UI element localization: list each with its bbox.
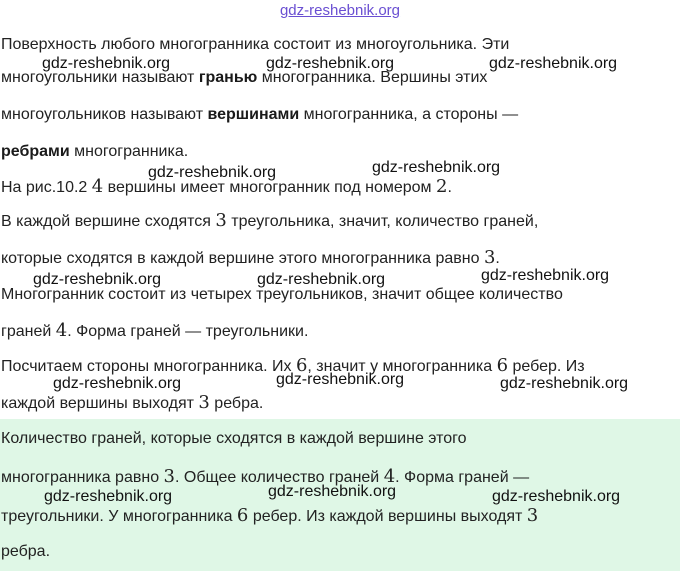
watermark: gdz-reshebnik.org xyxy=(492,488,621,505)
number: 3 xyxy=(198,392,210,413)
text: . Общее количество граней xyxy=(174,469,384,486)
term-face: гранью xyxy=(198,69,258,86)
text: треугольники. У многогранника xyxy=(1,508,237,525)
text: многогранника равно xyxy=(1,469,164,486)
number: 6 xyxy=(295,355,308,376)
watermark: gdz-reshebnik.org xyxy=(489,55,618,72)
answer-line-1: Количество граней, которые сходятся в каждой вершине этого xyxy=(1,430,467,447)
text: . Форма граней — треугольники. xyxy=(67,323,309,340)
p3-line-1 xyxy=(1,210,538,231)
number: 6 xyxy=(496,355,509,376)
answer-line-4: ребра. xyxy=(1,543,51,560)
watermark: gdz-reshebnik.org xyxy=(268,483,397,500)
text: . xyxy=(447,179,452,196)
term-edges: ребрами xyxy=(1,143,70,160)
site-header-link[interactable]: gdz-reshebnik.org xyxy=(279,2,401,19)
text: каждой вершины выходят xyxy=(1,395,199,412)
number: 6 xyxy=(236,505,249,526)
text: На рис.10.2 xyxy=(1,179,92,196)
text: многогранника. xyxy=(69,143,189,160)
text: вершины имеет многогранник под номером xyxy=(103,179,436,196)
text: которые сходятся в каждой вершине этого многогранника равно xyxy=(1,250,484,267)
p1-line-1: Поверхность любого многогранника состоит из многоугольника. Эти xyxy=(1,36,510,53)
watermark: gdz-reshebnik.org xyxy=(44,488,173,505)
watermark: gdz-reshebnik.org xyxy=(257,271,386,288)
text: ребер. Из каждой вершины выходят xyxy=(248,508,527,525)
number: 4 xyxy=(383,466,396,487)
watermark: gdz-reshebnik.org xyxy=(481,267,610,284)
p1-line-4 xyxy=(1,143,188,161)
text: треугольника, значит, количество граней, xyxy=(226,213,539,230)
text: В каждой вершине сходятся xyxy=(1,213,216,230)
text: многоугольников называют xyxy=(1,106,208,123)
text: . xyxy=(495,250,500,267)
text: ребер. Из xyxy=(508,358,585,375)
watermark: gdz-reshebnik.org xyxy=(148,164,277,181)
watermark: gdz-reshebnik.org xyxy=(33,271,162,288)
watermark: gdz-reshebnik.org xyxy=(276,371,405,388)
number: 3 xyxy=(526,505,539,526)
text: многоугольники называют xyxy=(1,69,199,86)
p4-line-2 xyxy=(1,320,308,341)
watermark: gdz-reshebnik.org xyxy=(500,375,629,392)
text: Посчитаем стороны многогранника. Их xyxy=(1,358,296,375)
number: 4 xyxy=(91,176,104,197)
term-vertices: вершинами xyxy=(207,106,300,123)
answer-line-3 xyxy=(1,505,538,526)
p1-line-3 xyxy=(1,106,518,124)
text: граней xyxy=(1,323,56,340)
text: , значит у многогранника xyxy=(307,358,497,375)
number: 3 xyxy=(215,210,227,231)
watermark: gdz-reshebnik.org xyxy=(372,159,501,176)
p5-line-2 xyxy=(1,392,263,413)
text: ребра. xyxy=(209,395,264,412)
p3-line-2 xyxy=(1,247,500,268)
answer-line-2 xyxy=(1,466,529,487)
number: 2 xyxy=(435,176,448,197)
text: многогранника, а стороны — xyxy=(299,106,519,123)
p4-line-1: Многогранник состоит из четырех треугольников, значит общее количество xyxy=(1,286,563,303)
watermark: gdz-reshebnik.org xyxy=(53,375,182,392)
text: многогранника. Вершины этих xyxy=(257,69,488,86)
watermark: gdz-reshebnik.org xyxy=(266,55,395,72)
watermark: gdz-reshebnik.org xyxy=(42,55,171,72)
text: . Форма граней — xyxy=(395,469,530,486)
number: 3 xyxy=(163,466,175,487)
number: 4 xyxy=(55,320,68,341)
number: 3 xyxy=(483,247,496,268)
